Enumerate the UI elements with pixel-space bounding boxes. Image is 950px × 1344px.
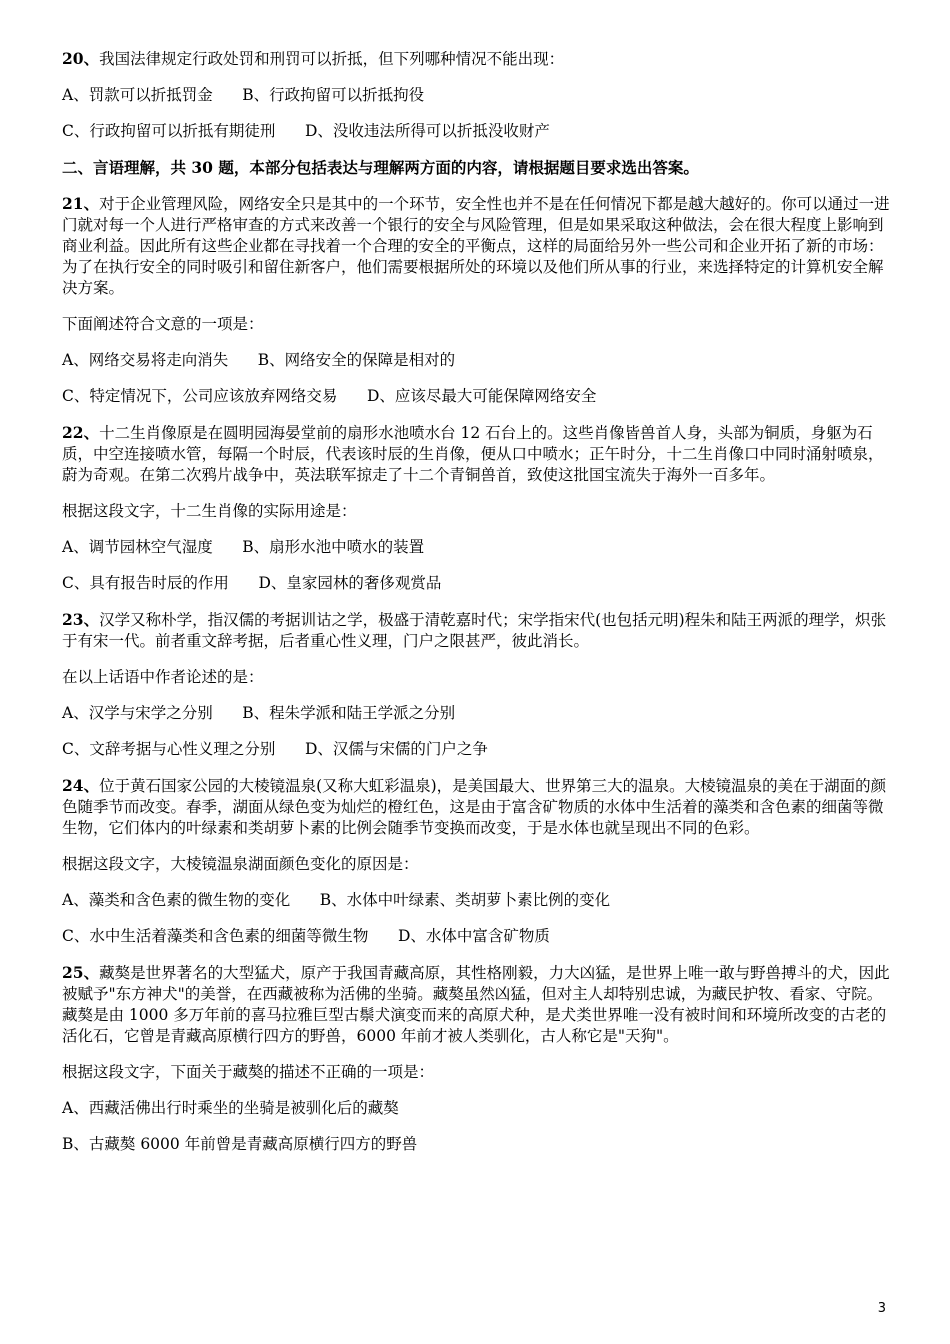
question-20-text: 我国法律规定行政处罚和刑罚可以折抵，但下列哪种情况不能出现： (99, 50, 565, 68)
option-b: B、古藏獒 6000 年前曾是青藏高原横行四方的野兽 (62, 1135, 418, 1153)
question-25-number: 25、 (62, 963, 100, 982)
option-c: C、行政拘留可以折抵有期徒刑 (62, 122, 276, 140)
question-24-prompt: 根据这段文字，大棱镜温泉湖面颜色变化的原因是： (62, 855, 419, 873)
option-c: C、文辞考据与心性义理之分别 (62, 740, 276, 758)
option-c: C、具有报告时辰的作用 (62, 574, 229, 592)
question-23-number: 23、 (62, 610, 100, 629)
page-number: 3 (877, 1301, 886, 1316)
option-a: A、网络交易将走向消失 (62, 351, 229, 369)
question-21-prompt: 下面阐述符合文意的一项是： (62, 315, 264, 333)
option-b: B、扇形水池中喷水的装置 (242, 538, 425, 556)
option-b: B、行政拘留可以折抵拘役 (242, 86, 425, 104)
option-b: B、网络安全的保障是相对的 (257, 351, 456, 369)
question-21-options-row-2 (62, 386, 890, 407)
question-22-prompt: 根据这段文字，十二生肖像的实际用途是： (62, 502, 357, 520)
option-a: A、西藏活佛出行时乘坐的坐骑是被驯化后的藏獒 (62, 1099, 399, 1117)
question-25-prompt: 根据这段文字，下面关于藏獒的描述不正确的一项是： (62, 1063, 435, 1081)
question-20-options-row-1 (62, 85, 890, 106)
option-a: A、汉学与宋学之分别 (62, 704, 213, 722)
question-22-number: 22、 (62, 423, 100, 442)
question-23-passage (62, 609, 890, 652)
question-24-options-row-2 (62, 926, 890, 947)
option-c: C、特定情况下，公司应该放弃网络交易 (62, 387, 338, 405)
option-d: D、没收违法所得可以折抵没收财产 (304, 122, 550, 140)
question-20-stem (62, 48, 890, 70)
question-25-text: 藏獒是世界著名的大型猛犬，原产于我国青藏高原，其性格刚毅，力大凶猛，是世界上唯一敢与野兽搏斗的犬，因此被赋予"东方神犬"的美誉，在西藏被称为活佛的坐骑。藏獒虽然凶猛，但对主人却特别忠诚，为藏民护牧、看家、守院。藏獒是由 1000 多万年前的喜马拉雅巨型古鬃犬演变而来的高原犬种，是犬类世界唯一没有被时间和环境所改变的古老的活化石，它曾是青藏高原横行四方的野兽，6000 年前才被人类驯化，古人称它是"天狗"。 (62, 964, 890, 1045)
option-d: D、水体中富含矿物质 (397, 927, 550, 945)
option-a: A、调节园林空气湿度 (62, 538, 213, 556)
question-23-prompt: 在以上话语中作者论述的是： (62, 668, 264, 686)
question-23-options-row-1 (62, 703, 890, 724)
option-d: D、皇家园林的奢侈观赏品 (258, 574, 442, 592)
question-20-number: 20、 (62, 49, 100, 68)
option-d: D、应该尽最大可能保障网络安全 (366, 387, 597, 405)
question-21-text: 对于企业管理风险，网络安全只是其中的一个环节，安全性也并不是在任何情况下都是越大越好的。你可以通过一进门就对每一个人进行严格审查的方式来改善一个银行的安全与风险管理，但是如果采取这种做法，会在很大程度上影响到商业利益。因此所有这些企业都在寻找着一个合理的安全的平衡点，这样的局面给另外一些公司和企业开拓了新的市场：为了在执行安全的同时吸引和留住新客户，他们需要根据所处的环境以及他们所从事的行业，来选择特定的计算机安全解决方案。 (62, 195, 890, 297)
option-c: C、水中生活着藻类和含色素的细菌等微生物 (62, 927, 369, 945)
question-25-passage (62, 962, 890, 1047)
question-22-options-row-2 (62, 573, 890, 594)
question-22-passage (62, 422, 890, 486)
option-b: B、水体中叶绿素、类胡萝卜素比例的变化 (319, 891, 611, 909)
question-23-text: 汉学又称朴学，指汉儒的考据训诂之学，极盛于清乾嘉时代；宋学指宋代(也包括元明)程朱和陆王两派的理学，炽张于有宋一代。前者重文辞考据，后者重心性义理，门户之限甚严，彼此消长。 (62, 611, 887, 650)
question-22-text: 十二生肖像原是在圆明园海晏堂前的扇形水池喷水台 12 石台上的。这些肖像皆兽首人身，头部为铜质，身躯为石质，中空连接喷水管，每隔一个时辰，代表该时辰的生肖像，便从口中喷水；正午时分，十二生肖像口中同时涌射喷泉，蔚为奇观。在第二次鸦片战争中，英法联军掠走了十二个青铜兽首，致使这批国宝流失于海外一百多年。 (62, 424, 884, 484)
question-21-number: 21、 (62, 194, 100, 213)
question-21-passage (62, 193, 890, 299)
question-24-options-row-1 (62, 890, 890, 911)
option-b: B、程朱学派和陆王学派之分别 (242, 704, 456, 722)
option-d: D、汉儒与宋儒的门户之争 (304, 740, 488, 758)
question-24-text: 位于黄石国家公园的大棱镜温泉(又称大虹彩温泉)，是美国最大、世界第三大的温泉。大棱镜温泉的美在于湖面的颜色随季节而改变。春季，湖面从绿色变为灿烂的橙红色，这是由于富含矿物质的水体中生活着的藻类和含色素的细菌等微生物，它们体内的叶绿素和类胡萝卜素的比例会随季节变换而改变，于是水体也就呈现出不同的色彩。 (62, 777, 887, 837)
question-24-passage (62, 775, 890, 839)
document-page (62, 48, 890, 1155)
option-a: A、藻类和含色素的微生物的变化 (62, 891, 291, 909)
section-heading: 二、言语理解，共 30 题，本部分包括表达与理解两方面的内容，请根据题目要求选出答案。 (62, 158, 699, 177)
question-23-options-row-2 (62, 739, 890, 760)
question-20-options-row-2 (62, 121, 890, 142)
option-a: A、罚款可以折抵罚金 (62, 86, 213, 104)
question-22-options-row-1 (62, 537, 890, 558)
question-21-options-row-1 (62, 350, 890, 371)
question-24-number: 24、 (62, 776, 100, 795)
